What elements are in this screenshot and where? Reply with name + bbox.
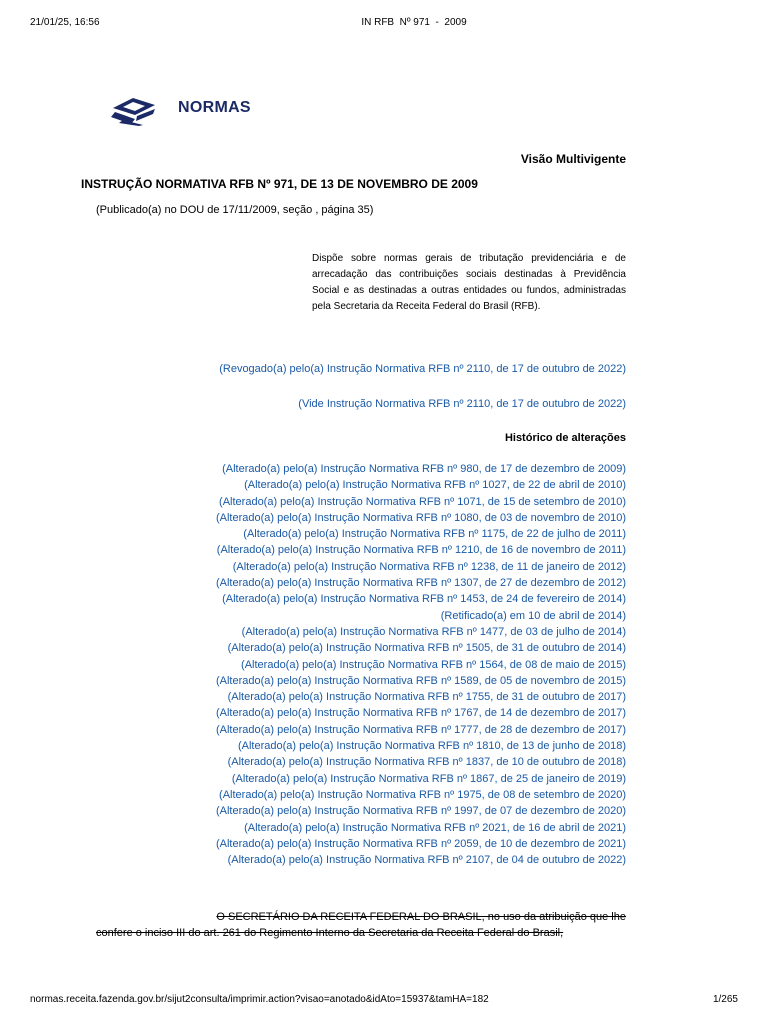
alteracao-link[interactable]: (Alterado(a) pelo(a) Instrução Normativa RFB nº 2107, de 04 de outubro de 2022)	[227, 854, 626, 867]
alteracao-link[interactable]: (Alterado(a) pelo(a) Instrução Normativa RFB nº 1564, de 08 de maio de 2015)	[241, 658, 626, 671]
alteracao-link[interactable]: (Retificado(a) em 10 de abril de 2014)	[440, 609, 626, 622]
alteracao-link[interactable]: (Alterado(a) pelo(a) Instrução Normativa RFB nº 1027, de 22 de abril de 2010)	[244, 479, 626, 492]
alteracao-link[interactable]: (Alterado(a) pelo(a) Instrução Normativa RFB nº 1505, de 31 de outubro de 2014)	[227, 642, 626, 655]
print-title: IN RFB Nº 971 - 2009	[361, 17, 467, 28]
alteracao-link[interactable]: (Alterado(a) pelo(a) Instrução Normativa RFB nº 1477, de 03 de julho de 2014)	[241, 625, 626, 638]
preamble-line-1: O SECRETÁRIO DA RECEITA FEDERAL DO BRASIL, no uso da atribuição que lhe	[216, 911, 626, 923]
alteracao-link[interactable]: (Alterado(a) pelo(a) Instrução Normativa RFB nº 1071, de 15 de setembro de 2010)	[219, 495, 626, 508]
alteracao-link[interactable]: (Alterado(a) pelo(a) Instrução Normativa RFB nº 1589, de 05 de novembro de 2015)	[215, 674, 626, 687]
alteracao-link[interactable]: (Alterado(a) pelo(a) Instrução Normativa RFB nº 1238, de 11 de janeiro de 2012)	[232, 560, 626, 573]
print-date: 21/01/25, 16:56	[30, 17, 100, 28]
alteracao-link[interactable]: (Alterado(a) pelo(a) Instrução Normativa RFB nº 1810, de 13 de junho de 2018)	[237, 740, 626, 753]
historico-heading: Histórico de alterações	[504, 432, 626, 444]
page-number: 1/265	[712, 994, 738, 1005]
logo-text: NORMAS	[178, 99, 251, 116]
alteracao-link[interactable]: (Alterado(a) pelo(a) Instrução Normativa RFB nº 1210, de 16 de novembro de 2011)	[216, 544, 626, 557]
revogado-link[interactable]: (Revogado(a) pelo(a) Instrução Normativa RFB nº 2110, de 17 de outubro de 2022)	[219, 363, 626, 375]
publication-note: (Publicado(a) no DOU de 17/11/2009, seção , página 35)	[96, 204, 374, 216]
ementa: Dispõe sobre normas gerais de tributação previdenciária e de arrecadação das contribuições sociais destinadas à Previdência Social e as destinadas a outras entidades ou fundos, administradas pela Secretaria da Receita Federal do Brasil (RFB).	[312, 253, 626, 312]
print-footer	[30, 994, 738, 1008]
vigencia-label: Visão Multivigente	[520, 152, 626, 166]
alteracao-link[interactable]: (Alterado(a) pelo(a) Instrução Normativa RFB nº 1867, de 25 de janeiro de 2019)	[231, 772, 626, 785]
receita-logo-icon	[109, 96, 159, 126]
print-header	[30, 17, 738, 31]
print-url: normas.receita.fazenda.gov.br/sijut2consulta/imprimir.action?visao=anotado&idAto=15937&tamHA=182	[30, 994, 489, 1005]
alteracao-link[interactable]: (Alterado(a) pelo(a) Instrução Normativa RFB nº 1755, de 31 de outubro de 2017)	[227, 691, 626, 704]
alteracao-link[interactable]: (Alterado(a) pelo(a) Instrução Normativa RFB nº 1307, de 27 de dezembro de 2012)	[215, 577, 626, 590]
alteracao-link[interactable]: (Alterado(a) pelo(a) Instrução Normativa RFB nº 1080, de 03 de novembro de 2010)	[215, 511, 626, 524]
preamble-line-2: confere o inciso III do art. 261 do Regimento Interno da Secretaria da Receita Federal do Brasil,	[96, 927, 564, 939]
alteracao-link[interactable]: (Alterado(a) pelo(a) Instrução Normativa RFB nº 1837, de 10 de outubro de 2018)	[227, 756, 626, 769]
alteracoes-list	[216, 461, 626, 868]
alteracao-link[interactable]: (Alterado(a) pelo(a) Instrução Normativa RFB nº 1997, de 07 de dezembro de 2020)	[215, 805, 626, 818]
alteracao-link[interactable]: (Alterado(a) pelo(a) Instrução Normativa RFB nº 1975, de 08 de setembro de 2020)	[219, 788, 626, 801]
alteracao-link[interactable]: (Alterado(a) pelo(a) Instrução Normativa RFB nº 1453, de 24 de fevereiro de 2014)	[222, 593, 626, 606]
preamble	[96, 909, 626, 941]
alteracao-link[interactable]: (Alterado(a) pelo(a) Instrução Normativa RFB nº 1767, de 14 de dezembro de 2017)	[215, 707, 626, 720]
alteracao-link[interactable]: (Alterado(a) pelo(a) Instrução Normativa RFB nº 980, de 17 de dezembro de 2009)	[222, 463, 626, 475]
document-title: INSTRUÇÃO NORMATIVA RFB Nº 971, DE 13 DE NOVEMBRO DE 2009	[81, 177, 478, 191]
vide-link[interactable]: (Vide Instrução Normativa RFB nº 2110, de 17 de outubro de 2022)	[298, 398, 626, 410]
alteracao-link[interactable]: (Alterado(a) pelo(a) Instrução Normativa RFB nº 1175, de 22 de julho de 2011)	[243, 528, 626, 541]
alteracao-link[interactable]: (Alterado(a) pelo(a) Instrução Normativa RFB nº 2059, de 10 de dezembro de 2021)	[215, 837, 626, 850]
alteracao-link[interactable]: (Alterado(a) pelo(a) Instrução Normativa RFB nº 1777, de 28 de dezembro de 2017)	[215, 723, 626, 736]
alteracao-link[interactable]: (Alterado(a) pelo(a) Instrução Normativa RFB nº 2021, de 16 de abril de 2021)	[244, 821, 626, 834]
